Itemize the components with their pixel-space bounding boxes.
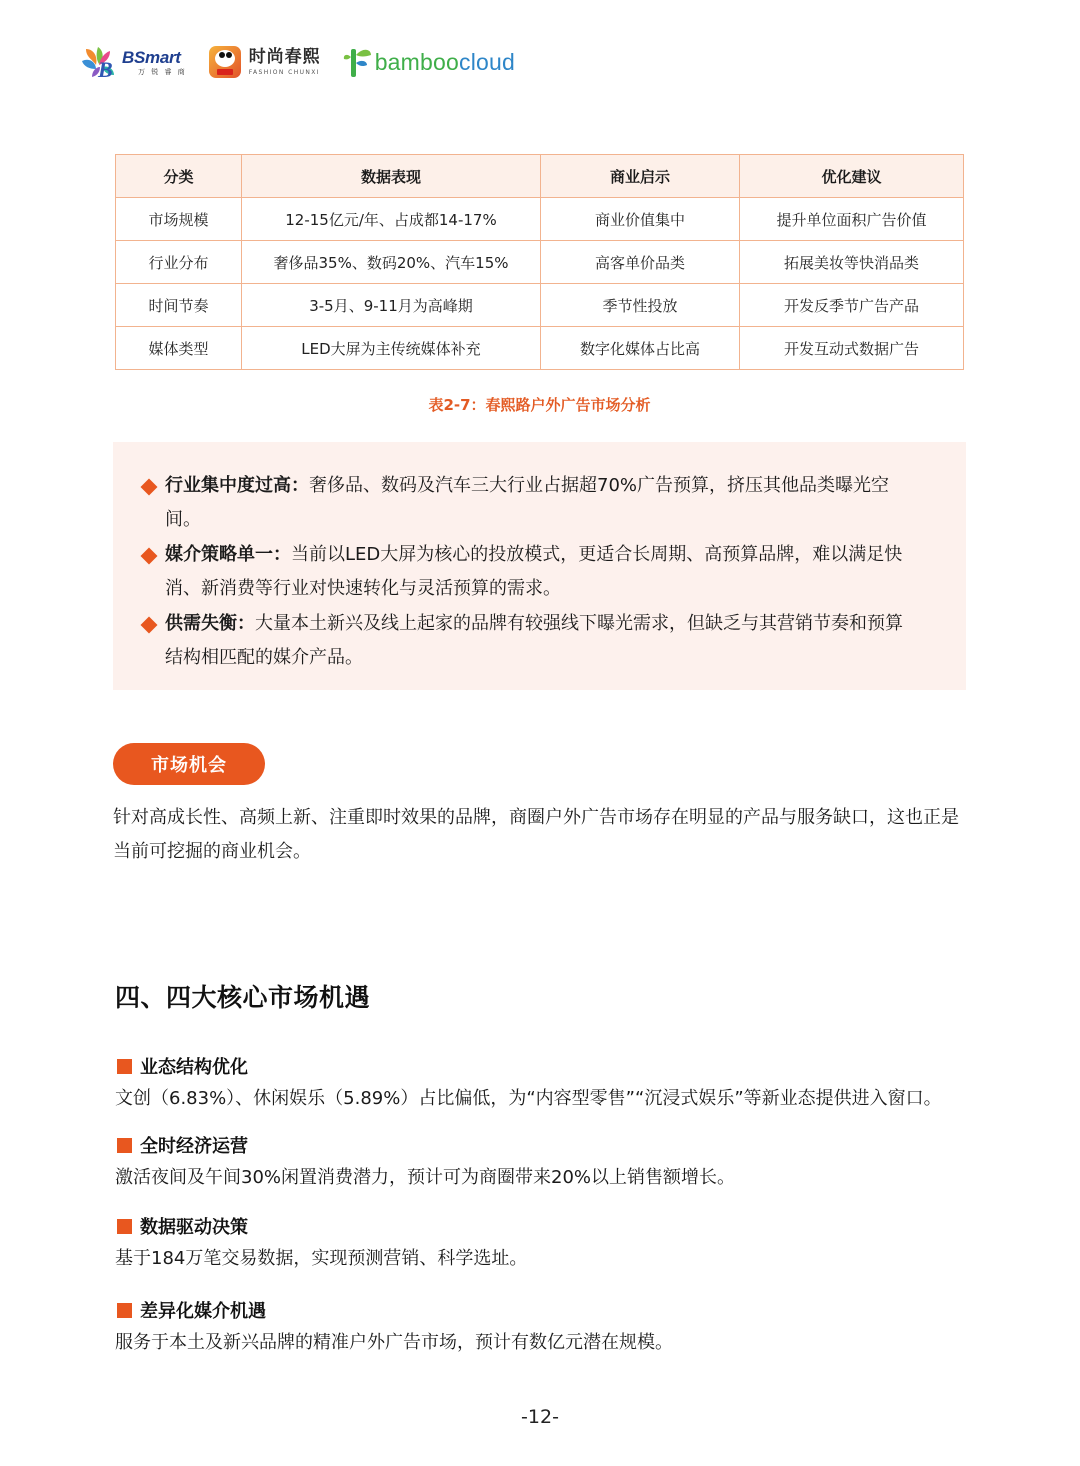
section-title: 四、四大核心市场机遇 xyxy=(115,983,371,1012)
point-body: 基于184万笔交易数据，实现预测营销、科学选址。 xyxy=(115,1248,528,1269)
table-cell: 提升单位面积广告价值 xyxy=(740,198,964,241)
table-row xyxy=(116,198,964,241)
bsmart-logo xyxy=(80,45,187,79)
table-cell: 季节性投放 xyxy=(541,284,740,327)
chunxi-subtitle: FASHION CHUNXI xyxy=(248,68,320,76)
point-title: 全时经济运营 xyxy=(140,1136,248,1157)
table-cell: 市场规模 xyxy=(116,198,242,241)
opportunity-paragraph: 针对高成长性、高频上新、注重即时效果的品牌，商圈户外广告市场存在明显的产品与服务缺口，这也正是当前可挖掘的商业机会。 xyxy=(113,807,959,862)
table-row xyxy=(116,327,964,370)
table-header-cell: 优化建议 xyxy=(740,155,964,198)
table-row xyxy=(116,284,964,327)
callout-text: 当前以LED大屏为核心的投放模式，更适合长周期、高预算品牌，难以满足快消、新消费等行业对快速转化与灵活预算的需求。 xyxy=(165,544,903,599)
table-header-cell: 分类 xyxy=(116,155,242,198)
svg-text:B: B xyxy=(98,57,113,79)
bsmart-flower-icon xyxy=(80,45,118,79)
callout-item xyxy=(165,469,905,537)
table-header-cell: 数据表现 xyxy=(242,155,541,198)
table-cell: LED大屏为主传统媒体补充 xyxy=(242,327,541,370)
bamboo-text: bamboo xyxy=(374,48,460,75)
table-cell: 开发反季节广告产品 xyxy=(740,284,964,327)
bamboo-leaf-icon xyxy=(343,45,373,79)
table-cell: 奢侈品35%、数码20%、汽车15% xyxy=(242,241,541,284)
opportunity-point xyxy=(117,1132,977,1190)
callout-lead: 媒介策略单一： xyxy=(165,544,291,565)
callout-lead: 供需失衡： xyxy=(165,613,255,634)
issues-callout xyxy=(113,442,966,690)
header-logos xyxy=(80,42,537,82)
table-caption: 表2-7：春熙路户外广告市场分析 xyxy=(428,396,651,414)
diamond-bullet-icon xyxy=(141,479,158,496)
point-body: 服务于本土及新兴品牌的精准户外广告市场，预计有数亿元潜在规模。 xyxy=(115,1332,673,1353)
callout-text: 大量本土新兴及线上起家的品牌有较强线下曝光需求，但缺乏与其营销节奏和预算结构相匹配的媒介产品。 xyxy=(165,613,903,668)
table-cell: 高客单价品类 xyxy=(541,241,740,284)
cloud-text: cloud xyxy=(459,48,515,75)
callout-item xyxy=(165,607,905,675)
table-cell: 3-5月、9-11月为高峰期 xyxy=(242,284,541,327)
table-cell: 行业分布 xyxy=(116,241,242,284)
table-cell: 时间节奏 xyxy=(116,284,242,327)
table-cell: 媒体类型 xyxy=(116,327,242,370)
opportunity-point xyxy=(117,1053,977,1111)
square-bullet-icon xyxy=(117,1138,132,1153)
table-row xyxy=(116,241,964,284)
market-opportunity-badge: 市场机会 xyxy=(113,743,265,785)
square-bullet-icon xyxy=(117,1303,132,1318)
chunxi-name: 时尚春熙 xyxy=(248,46,321,67)
table-cell: 商业价值集中 xyxy=(541,198,740,241)
square-bullet-icon xyxy=(117,1059,132,1074)
bamboocloud-logo xyxy=(343,45,515,79)
bsmart-subtitle: 万 锐 睿 商 xyxy=(138,67,187,76)
point-title: 业态结构优化 xyxy=(140,1057,248,1078)
bamboocloud-wordmark xyxy=(375,49,515,76)
fashion-chunxi-logo xyxy=(209,46,321,78)
page-number: -12- xyxy=(521,1406,559,1428)
callout-text: 奢侈品、数码及汽车三大行业占据超70%广告预算，挤压其他品类曝光空间。 xyxy=(165,475,890,530)
point-title: 数据驱动决策 xyxy=(140,1217,248,1238)
opportunity-point xyxy=(117,1297,977,1355)
point-title: 差异化媒介机遇 xyxy=(140,1301,266,1322)
diamond-bullet-icon xyxy=(141,617,158,634)
callout-lead: 行业集中度过高： xyxy=(165,475,309,496)
table-cell: 开发互动式数据广告 xyxy=(740,327,964,370)
panda-icon xyxy=(209,46,241,78)
table-cell: 拓展美妆等快消品类 xyxy=(740,241,964,284)
table-header-cell: 商业启示 xyxy=(541,155,740,198)
table-header-row xyxy=(116,155,964,198)
market-analysis-table xyxy=(115,154,964,370)
callout-item xyxy=(165,538,905,606)
opportunity-point xyxy=(117,1213,977,1271)
point-body: 激活夜间及午间30%闲置消费潜力，预计可为商圈带来20%以上销售额增长。 xyxy=(115,1167,736,1188)
table-cell: 数字化媒体占比高 xyxy=(541,327,740,370)
square-bullet-icon xyxy=(117,1219,132,1234)
bsmart-name: BSmart xyxy=(122,47,181,67)
table-cell: 12-15亿元/年、占成都14-17% xyxy=(242,198,541,241)
diamond-bullet-icon xyxy=(141,548,158,565)
point-body: 文创（6.83%）、休闲娱乐（5.89%）占比偏低，为“内容型零售”“沉浸式娱乐”等新业态提供进入窗口。 xyxy=(115,1088,942,1109)
